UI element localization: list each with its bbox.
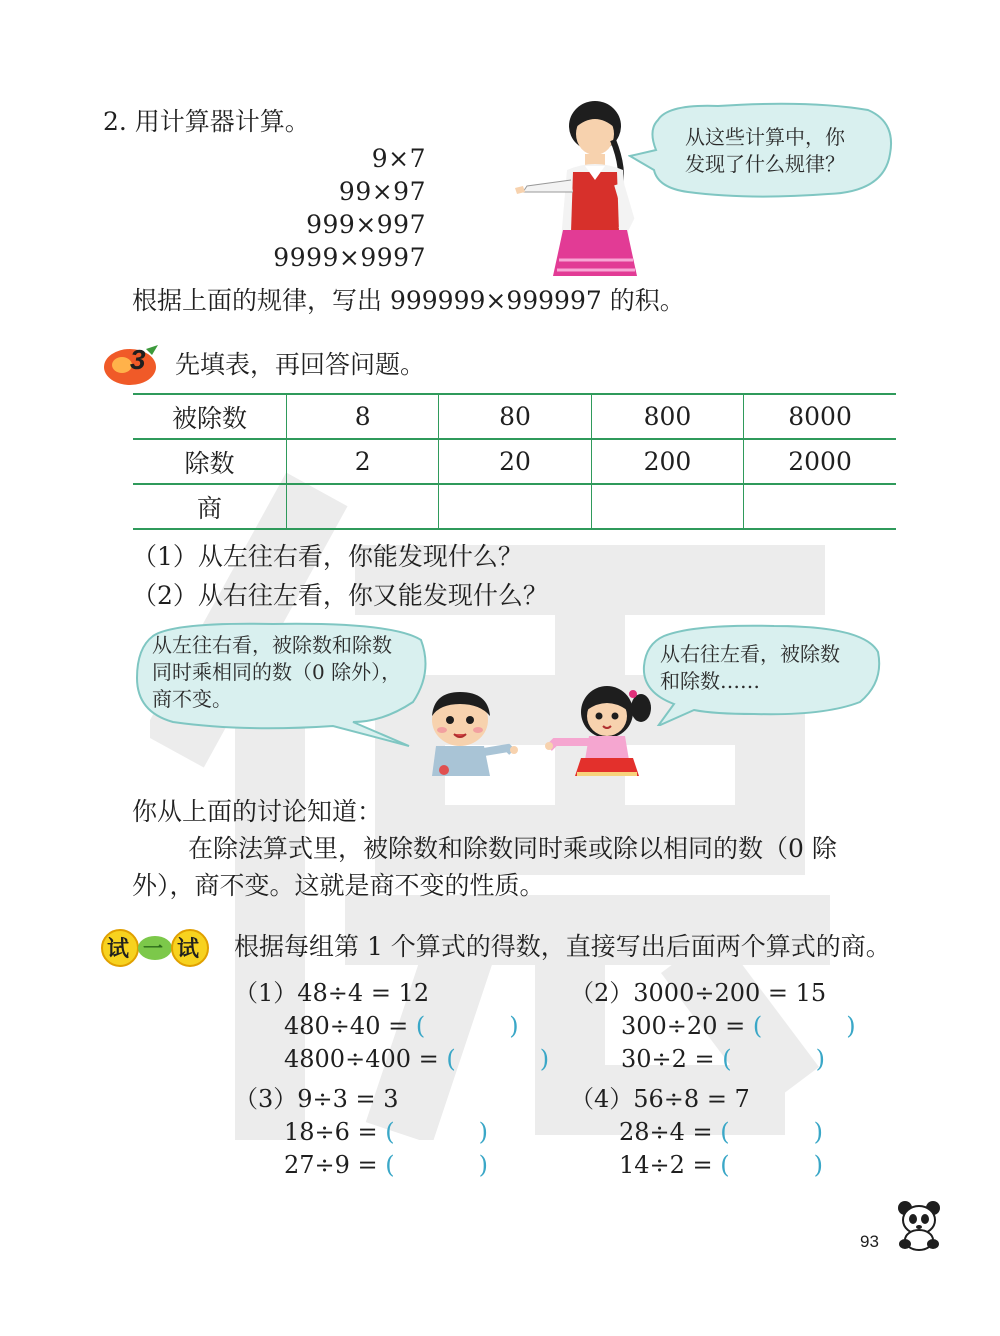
q2-expressions <box>250 142 426 274</box>
q2-expr-4: 9999×9997 <box>273 243 426 272</box>
boy-bubble-line-1: 从左往右看，被除数和除数 <box>152 633 392 657</box>
boy-bubble-text <box>152 632 401 713</box>
teacher-bubble-line-2: 发现了什么规律？ <box>685 152 845 176</box>
page-number: 93 <box>860 1232 879 1251</box>
quotient-answer-cell[interactable] <box>744 484 896 529</box>
try-group-2-item-1 <box>621 1010 856 1043</box>
row-label-dividend: 被除数 <box>133 394 287 439</box>
row-label-quotient: 商 <box>133 484 287 529</box>
try-group-3-given: （3）9÷3 = 3 <box>234 1085 399 1113</box>
answer-blank[interactable]: ( ) <box>722 1045 826 1073</box>
table-cell: 20 <box>439 439 591 484</box>
table-row-quotient <box>133 484 896 529</box>
try-group-2-item-2 <box>621 1043 825 1076</box>
expression: 300÷20 = <box>621 1012 746 1040</box>
answer-blank[interactable]: ( ) <box>720 1151 824 1179</box>
girl-bubble-text <box>660 641 840 695</box>
expression: 480÷40 = <box>284 1012 409 1040</box>
try-group-1-item-1 <box>284 1010 519 1043</box>
try-group-2-given: （2）3000÷200 = 15 <box>570 979 827 1007</box>
try-badge-char-3: 试 <box>177 936 200 962</box>
answer-blank[interactable]: ( ) <box>385 1151 489 1179</box>
conclusion-line-2: 外），商不变。这就是商不变的性质。 <box>132 871 545 900</box>
panda-icon <box>895 1200 943 1252</box>
quotient-answer-cell[interactable] <box>591 484 743 529</box>
try-group-1-given: （1）48÷4 = 12 <box>234 979 430 1007</box>
teacher-bubble-text <box>685 124 845 178</box>
try-instruction: 根据每组第 1 个算式的得数，直接写出后面两个算式的商。 <box>234 932 891 961</box>
q2-title: 2. 用计算器计算。 <box>103 107 310 136</box>
table-row-divisor <box>133 439 896 484</box>
q2-expr-2: 99×97 <box>338 177 426 206</box>
try-group-3-item-1 <box>284 1116 488 1149</box>
girl-bubble-line-2: 和除数…… <box>660 669 760 693</box>
q2-expr-1: 9×7 <box>371 144 426 173</box>
boy-bubble-line-3: 商不变。 <box>152 687 232 711</box>
expression: 4800÷400 = <box>284 1045 439 1073</box>
row-label-divisor: 除数 <box>133 439 287 484</box>
q3-question-1: （1）从左往右看，你能发现什么？ <box>132 542 523 571</box>
boy-bubble-line-2: 同时乘相同的数（0 除外）， <box>152 660 402 684</box>
table-cell: 2 <box>287 439 439 484</box>
q3-title: 先填表，再回答问题。 <box>175 350 426 379</box>
expression: 14÷2 = <box>619 1151 713 1179</box>
expression: 30÷2 = <box>621 1045 715 1073</box>
q2-instruction: 根据上面的规律，写出 999999×999997 的积。 <box>132 286 685 315</box>
answer-blank[interactable]: ( ) <box>385 1118 489 1146</box>
try-group-3-item-2 <box>284 1149 488 1182</box>
boy-illustration <box>420 690 520 782</box>
question-number: 3 <box>130 344 146 375</box>
try-group-4-item-1 <box>619 1116 823 1149</box>
expression: 27÷9 = <box>284 1151 378 1179</box>
teacher-bubble-line-1: 从这些计算中，你 <box>685 125 845 149</box>
conclusion-intro: 你从上面的讨论知道： <box>132 797 383 826</box>
try-group-4-given: （4）56÷8 = 7 <box>570 1085 750 1113</box>
table-cell: 800 <box>591 394 743 439</box>
table-cell: 8000 <box>744 394 896 439</box>
answer-blank[interactable]: ( ) <box>720 1118 824 1146</box>
girl-bubble-line-1: 从右往左看，被除数 <box>660 642 840 666</box>
try-group-1-item-2 <box>284 1043 549 1076</box>
try-badge-char-1: 试 <box>107 936 130 962</box>
quotient-answer-cell[interactable] <box>439 484 591 529</box>
answer-blank[interactable]: ( ) <box>446 1045 550 1073</box>
q3-question-2: （2）从右往左看，你又能发现什么？ <box>132 581 548 610</box>
table-cell: 2000 <box>744 439 896 484</box>
table-cell: 200 <box>591 439 743 484</box>
table-cell: 8 <box>287 394 439 439</box>
girl-illustration <box>545 682 655 782</box>
expression: 18÷6 = <box>284 1118 378 1146</box>
q2-expr-3: 999×997 <box>306 210 426 239</box>
try-group-4-item-2 <box>619 1149 823 1182</box>
table-cell: 80 <box>439 394 591 439</box>
quotient-answer-cell[interactable] <box>287 484 439 529</box>
answer-blank[interactable]: ( ) <box>415 1012 519 1040</box>
answer-blank[interactable]: ( ) <box>752 1012 856 1040</box>
division-table <box>133 393 896 530</box>
expression: 28÷4 = <box>619 1118 713 1146</box>
table-row-dividend <box>133 394 896 439</box>
conclusion-line-1: 在除法算式里，被除数和除数同时乘或除以相同的数（0 除 <box>188 834 837 863</box>
try-badge-char-2: 一 <box>143 936 163 960</box>
